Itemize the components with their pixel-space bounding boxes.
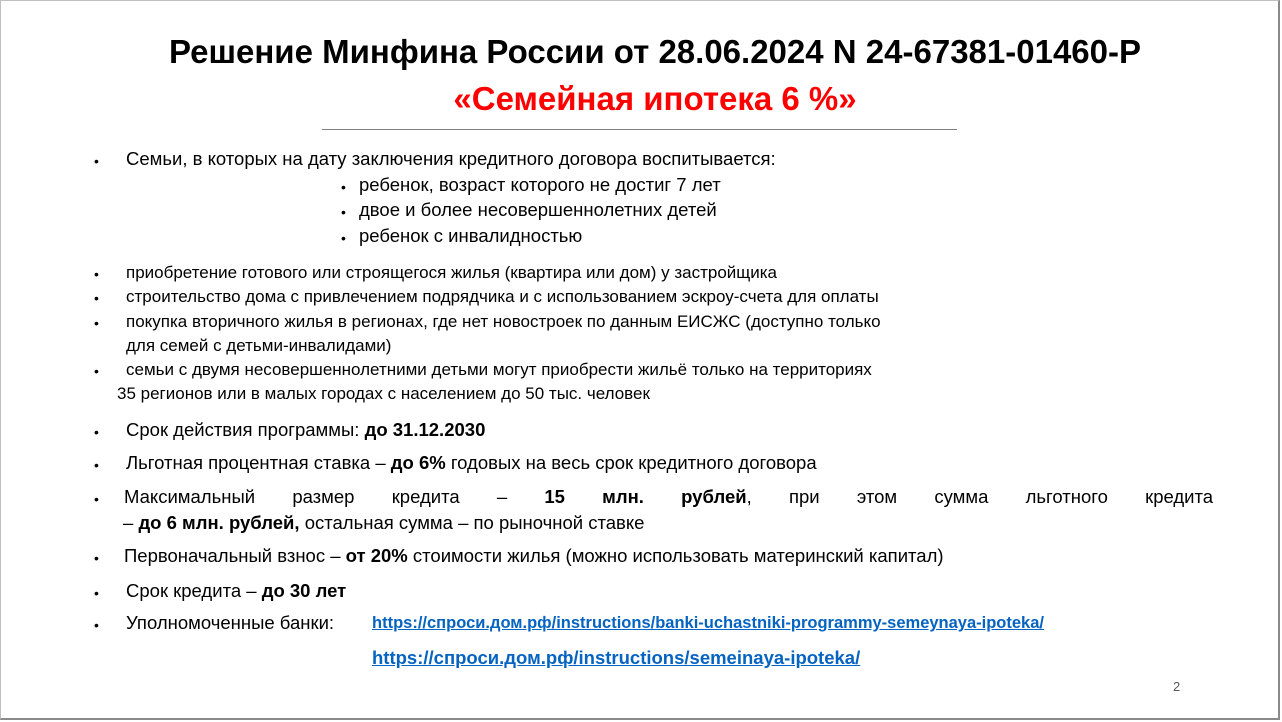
- word: льготного: [1025, 486, 1108, 507]
- comma: ,: [746, 486, 752, 507]
- max-loan-value: 15 млн. рублей: [544, 486, 747, 507]
- preferential-loan-value: до 6 млн. рублей,: [138, 512, 300, 533]
- sub-bullet: •: [341, 230, 346, 246]
- word: Максимальный: [124, 486, 256, 507]
- max-loan-line1: [124, 486, 1213, 508]
- word: кредита: [1145, 486, 1214, 507]
- down-payment-value: от 20%: [345, 545, 408, 566]
- rate-suffix: годовых на весь срок кредитного договора: [445, 452, 817, 473]
- rate-label: Льготная процентная ставка –: [126, 452, 391, 473]
- banks-link[interactable]: https://спроси.дом.рф/instructions/banki-uchastniki-programmy-semeynaya-ipoteka/: [372, 614, 1044, 632]
- sub-bullet: •: [341, 179, 346, 195]
- eligibility-item: двое и более несовершеннолетних детей: [359, 199, 717, 220]
- loan-term: [126, 580, 346, 602]
- eligibility-item: ребенок, возраст которого не достиг 7 лет: [359, 174, 721, 195]
- bullet: •: [94, 491, 99, 507]
- program-name: «Семейная ипотека 6 %»: [453, 80, 857, 117]
- loan-term-value: до 30 лет: [261, 580, 347, 601]
- duration-label: Срок действия программы:: [126, 419, 365, 440]
- loan-term-label: Срок кредита –: [126, 580, 262, 601]
- eligibility-lead: Семьи, в которых на дату заключения кредитного договора воспитывается:: [126, 148, 776, 169]
- page-number: 2: [1173, 679, 1181, 694]
- bullet: •: [94, 266, 99, 282]
- word: размер: [292, 486, 355, 507]
- max-loan-line2: [123, 512, 644, 534]
- rate-value: до 6%: [390, 452, 446, 473]
- bullet: •: [94, 617, 99, 633]
- word: кредита: [391, 486, 460, 507]
- word: –: [496, 486, 508, 507]
- bullet: •: [94, 290, 99, 306]
- authorized-banks-label: Уполномоченные банки:: [126, 612, 335, 633]
- purpose-item-cont: для семей с детьми-инвалидами): [126, 336, 392, 355]
- down-payment-label: Первоначальный взнос –: [124, 545, 346, 566]
- sub-bullet: •: [341, 204, 346, 220]
- purpose-item: семьи с двумя несовершеннолетними детьми могут приобрести жильё только на территориях: [126, 360, 872, 379]
- duration-value: до 31.12.2030: [364, 419, 486, 440]
- program-info-link[interactable]: https://спроси.дом.рф/instructions/semeinaya-ipoteka/: [372, 647, 861, 668]
- word: этом: [856, 486, 898, 507]
- down-payment-suffix: стоимости жилья (можно использовать материнский капитал): [407, 545, 944, 566]
- bullet: •: [94, 424, 99, 440]
- purpose-item: покупка вторичного жилья в регионах, где нет новостроек по данным ЕИСЖС (доступно только: [126, 312, 881, 331]
- purpose-item-cont: 35 регионов или в малых городах с населением до 50 тыс. человек: [117, 384, 650, 403]
- slide-title: Решение Минфина России от 28.06.2024 N 24-67381-01460-Р: [168, 33, 1142, 70]
- title-divider: [322, 129, 957, 130]
- dash: –: [123, 512, 139, 533]
- program-duration: [126, 419, 485, 441]
- eligibility-item: ребенок с инвалидностью: [359, 225, 583, 246]
- purpose-item: приобретение готового или строящегося жилья (квартира или дом) у застройщика: [126, 263, 778, 282]
- interest-rate: [126, 452, 817, 474]
- bullet: •: [94, 363, 99, 379]
- bullet: •: [94, 315, 99, 331]
- bullet: •: [94, 153, 99, 169]
- bullet: •: [94, 585, 99, 601]
- word: при: [788, 486, 820, 507]
- max-loan-suffix: остальная сумма – по рыночной ставке: [299, 512, 645, 533]
- word: сумма: [934, 486, 989, 507]
- bullet: •: [94, 457, 99, 473]
- down-payment: [124, 545, 944, 567]
- purpose-item: строительство дома с привлечением подрядчика и с использованием эскроу-счета для оплаты: [126, 287, 879, 306]
- bullet: •: [94, 550, 99, 566]
